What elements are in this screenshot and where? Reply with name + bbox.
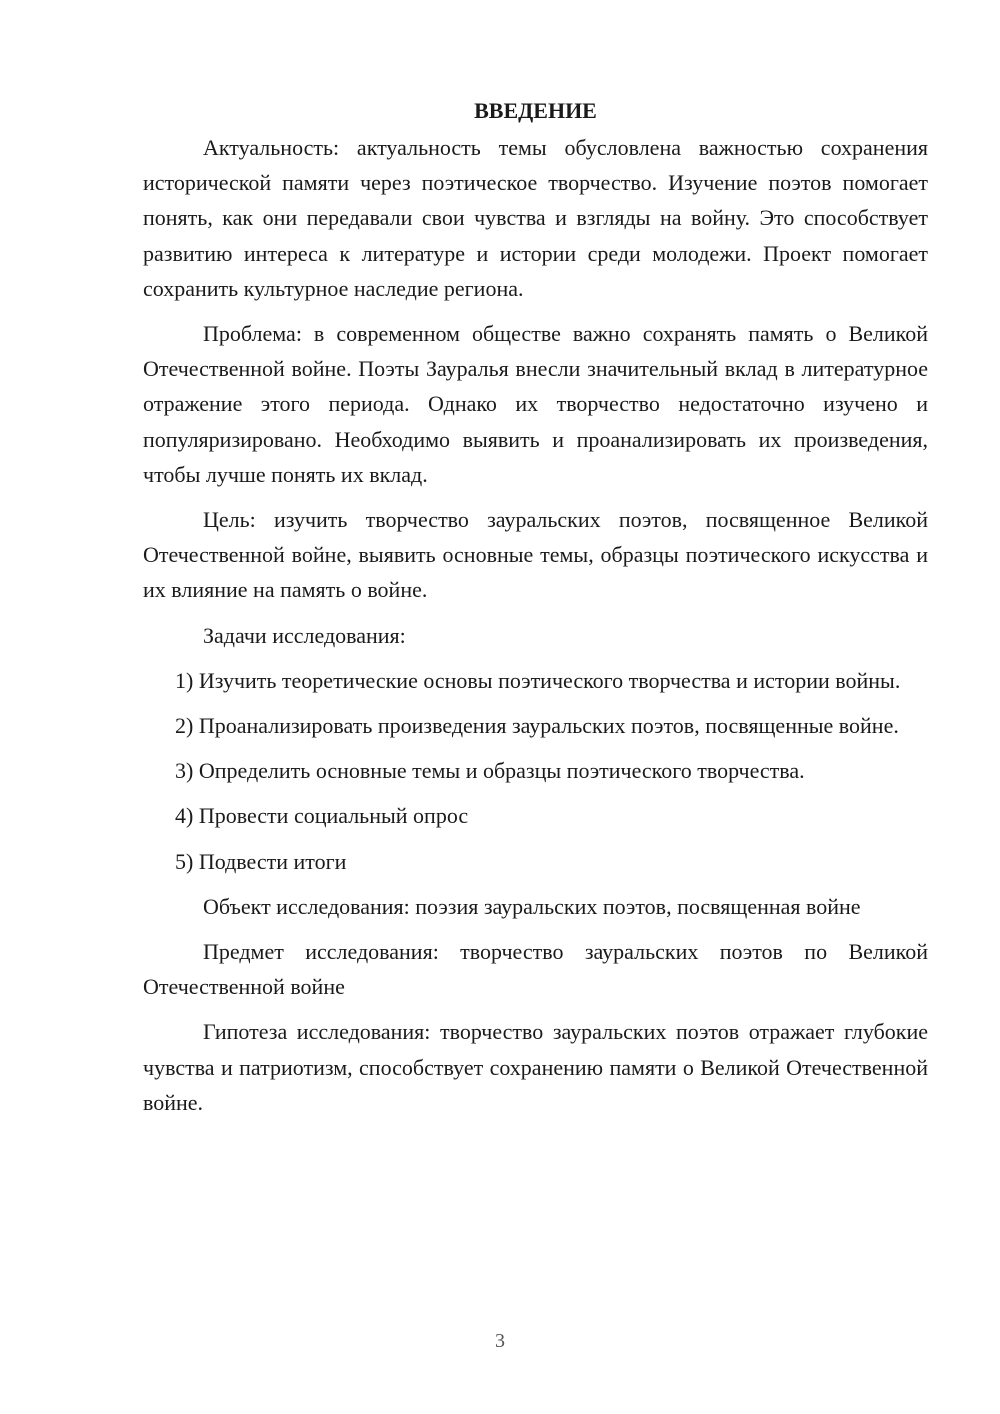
tasks-heading: Задачи исследования: [203, 622, 406, 648]
task-item: 4) Провести социальный опрос [175, 803, 469, 829]
task-item: 5) Подвести итоги [175, 848, 347, 874]
page-body [143, 93, 928, 1130]
tasks-list [143, 663, 928, 879]
subject-paragraph: Предмет исследования: творчество зауральских поэтов по Великой Отечественной войне [143, 939, 928, 1000]
hypothesis-paragraph: Гипотеза исследования: творчество зауральских поэтов отражает глубокие чувства и патриотизм, способствует сохранению памяти о Великой Отечественной войне. [143, 1019, 928, 1115]
object-paragraph: Объект исследования: поэзия зауральских поэтов, посвященная войне [203, 893, 861, 919]
relevance-paragraph: Актуальность: актуальность темы обусловлена важностью сохранения исторической памяти через поэтическое творчество. Изучение поэтов помогает понять, как они передавали свои чувства и взгляды на войну. Это способствует развитию интереса к литературе и истории среди молодежи. Проект помогает сохранить культурное наследие региона. [143, 135, 928, 301]
section-heading: ВВЕДЕНИЕ [474, 98, 597, 123]
problem-paragraph: Проблема: в современном обществе важно сохранять память о Великой Отечественной войне. Поэты Зауралья внесли значительный вклад в литературное отражение этого периода. Однако их творчество недостаточно изучено и популяризировано. Необходимо выявить и проанализировать их произведения, чтобы лучше понять их вклад. [143, 321, 928, 487]
task-item: 2) Проанализировать произведения зауральских поэтов, посвященные войне. [175, 713, 899, 739]
task-item: 3) Определить основные темы и образцы поэтического творчества. [175, 758, 805, 784]
task-item: 1) Изучить теоретические основы поэтического творчества и истории войны. [175, 667, 901, 693]
page-number: 3 [495, 1330, 505, 1352]
goal-paragraph: Цель: изучить творчество зауральских поэтов, посвященное Великой Отечественной войне, выявить основные темы, образцы поэтического искусства и их влияние на память о войне. [143, 507, 928, 603]
